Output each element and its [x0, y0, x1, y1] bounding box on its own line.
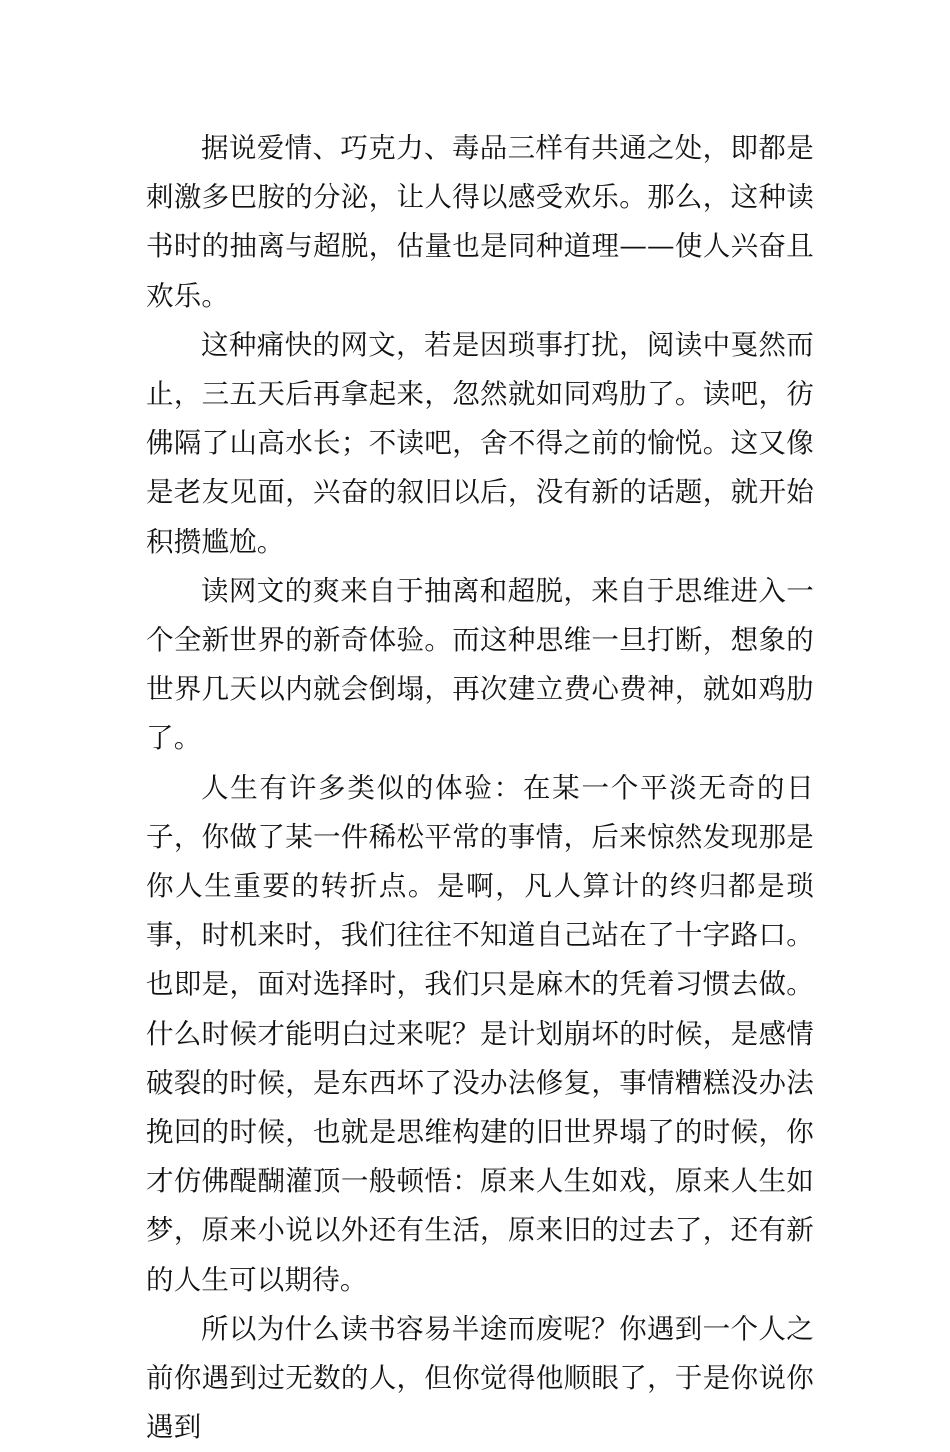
paragraph-1: 据说爱情、巧克力、毒品三样有共通之处，即都是刺激多巴胺的分泌，让人得以感受欢乐。那么，这种读书时的抽离与超脱，估量也是同种道理——使人兴奋且欢乐。: [146, 132, 814, 312]
article-body: [146, 124, 814, 1452]
paragraph-3: 读网文的爽来自于抽离和超脱，来自于思维进入一个全新世界的新奇体验。而这种思维一旦打断，想象的世界几天以内就会倒塌，再次建立费心费神，就如鸡肋了。: [146, 574, 814, 755]
paragraph-5: 所以为什么读书容易半途而废呢？你遇到一个人之前你遇到过无数的人，但你觉得他顺眼了，于是你说你遇到: [146, 1312, 814, 1444]
paragraph-2: 这种痛快的网文，若是因琐事打扰，阅读中戛然而止，三五天后再拿起来，忽然就如同鸡肋了。读吧，彷佛隔了山高水长；不读吧，舍不得之前的愉悦。这又像是老友见面，兴奋的叙旧以后，没有新的话题，就开始积攒尴尬。: [146, 328, 814, 558]
paragraph-4: 人生有许多类似的体验：在某一个平淡无奇的日子，你做了某一件稀松平常的事情，后来惊然发现那是你人生重要的转折点。是啊，凡人算计的终归都是琐事，时机来时，我们往往不知道自己站在了十字路口。也即是，面对选择时，我们只是麻木的凭着习惯去做。什么时候才能明白过来呢？是计划崩坏的时候，是感情破裂的时候，是东西坏了没办法修复，事情糟糕没办法挽回的时候，也就是思维构建的旧世界塌了的时候，你才仿佛醍醐灌顶一般顿悟：原来人生如戏，原来人生如梦，原来小说以外还有生活，原来旧的过去了，还有新的人生可以期待。: [146, 771, 814, 1296]
